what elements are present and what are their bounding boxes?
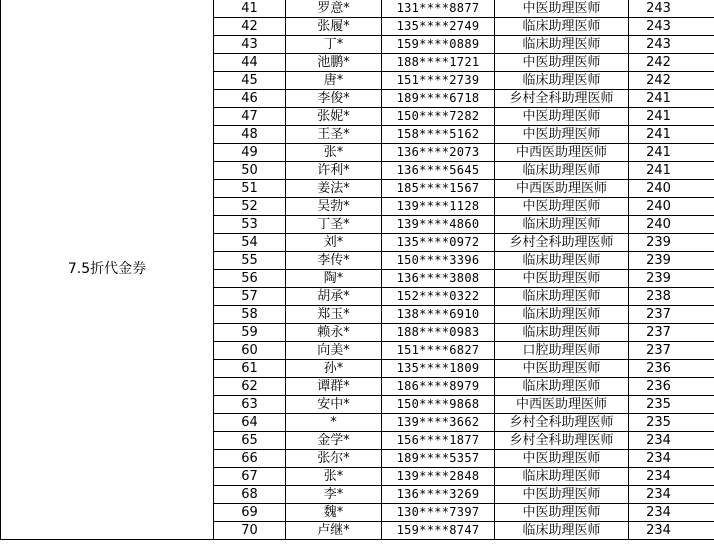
- rank-cell: 43: [214, 36, 286, 54]
- name-cell: 魏*: [286, 504, 382, 522]
- score-cell: 238: [629, 288, 714, 306]
- score-cell: 241: [629, 162, 714, 180]
- score-cell: 241: [629, 126, 714, 144]
- phone-cell: 186****8979: [382, 378, 495, 396]
- phone-cell: 189****6718: [382, 90, 495, 108]
- score-cell: 242: [629, 72, 714, 90]
- rank-cell: 54: [214, 234, 286, 252]
- phone-cell: 185****1567: [382, 180, 495, 198]
- name-cell: 张*: [286, 144, 382, 162]
- name-cell: 许利*: [286, 162, 382, 180]
- score-cell: 237: [629, 342, 714, 360]
- name-cell: 丁*: [286, 36, 382, 54]
- category-cell: 临床助理医师: [495, 522, 629, 540]
- phone-cell: 152****0322: [382, 288, 495, 306]
- rank-cell: 64: [214, 414, 286, 432]
- name-cell: 赖永*: [286, 324, 382, 342]
- category-cell: 临床助理医师: [495, 36, 629, 54]
- phone-cell: 139****2848: [382, 468, 495, 486]
- name-cell: 王圣*: [286, 126, 382, 144]
- phone-cell: 150****3396: [382, 252, 495, 270]
- score-cell: 241: [629, 144, 714, 162]
- name-cell: 金学*: [286, 432, 382, 450]
- phone-cell: 135****1809: [382, 360, 495, 378]
- score-cell: 234: [629, 504, 714, 522]
- score-cell: 235: [629, 414, 714, 432]
- name-cell: 郑玉*: [286, 306, 382, 324]
- category-cell: 中医助理医师: [495, 486, 629, 504]
- rank-cell: 57: [214, 288, 286, 306]
- rank-cell: 41: [214, 0, 286, 18]
- phone-cell: 138****6910: [382, 306, 495, 324]
- rank-cell: 59: [214, 324, 286, 342]
- phone-cell: 136****3269: [382, 486, 495, 504]
- category-cell: 中医助理医师: [495, 198, 629, 216]
- rank-cell: 42: [214, 18, 286, 36]
- name-cell: 刘*: [286, 234, 382, 252]
- score-cell: 234: [629, 450, 714, 468]
- name-cell: 张*: [286, 468, 382, 486]
- category-cell: 中医助理医师: [495, 108, 629, 126]
- phone-cell: 139****4860: [382, 216, 495, 234]
- phone-cell: 136****2073: [382, 144, 495, 162]
- category-cell: 中医助理医师: [495, 504, 629, 522]
- phone-cell: 188****0983: [382, 324, 495, 342]
- rank-cell: 49: [214, 144, 286, 162]
- name-cell: 张妮*: [286, 108, 382, 126]
- category-cell: 中医助理医师: [495, 126, 629, 144]
- category-cell: 中西医助理医师: [495, 144, 629, 162]
- category-cell: 乡村全科助理医师: [495, 234, 629, 252]
- score-cell: 240: [629, 216, 714, 234]
- category-cell: 乡村全科助理医师: [495, 90, 629, 108]
- score-cell: 237: [629, 324, 714, 342]
- category-cell: 临床助理医师: [495, 252, 629, 270]
- score-cell: 234: [629, 468, 714, 486]
- phone-cell: 156****1877: [382, 432, 495, 450]
- name-cell: 孙*: [286, 360, 382, 378]
- rank-cell: 55: [214, 252, 286, 270]
- rank-cell: 51: [214, 180, 286, 198]
- phone-cell: 151****6827: [382, 342, 495, 360]
- rank-cell: 56: [214, 270, 286, 288]
- score-cell: 240: [629, 180, 714, 198]
- rank-cell: 47: [214, 108, 286, 126]
- name-cell: 姜法*: [286, 180, 382, 198]
- rank-cell: 62: [214, 378, 286, 396]
- rank-cell: 52: [214, 198, 286, 216]
- score-cell: 240: [629, 198, 714, 216]
- category-cell: 乡村全科助理医师: [495, 414, 629, 432]
- phone-cell: 135****2749: [382, 18, 495, 36]
- category-cell: 乡村全科助理医师: [495, 432, 629, 450]
- name-cell: *: [286, 414, 382, 432]
- phone-cell: 150****9868: [382, 396, 495, 414]
- rank-cell: 61: [214, 360, 286, 378]
- rank-cell: 53: [214, 216, 286, 234]
- score-cell: 239: [629, 270, 714, 288]
- rank-cell: 46: [214, 90, 286, 108]
- rank-cell: 44: [214, 54, 286, 72]
- score-cell: 234: [629, 432, 714, 450]
- rank-cell: 68: [214, 486, 286, 504]
- score-cell: 234: [629, 522, 714, 540]
- results-table-body: [1, 0, 714, 540]
- name-cell: 张履*: [286, 18, 382, 36]
- name-cell: 卢继*: [286, 522, 382, 540]
- name-cell: 张尔*: [286, 450, 382, 468]
- rank-cell: 65: [214, 432, 286, 450]
- category-cell: 临床助理医师: [495, 324, 629, 342]
- rank-cell: 48: [214, 126, 286, 144]
- category-cell: 中医助理医师: [495, 450, 629, 468]
- category-cell: 临床助理医师: [495, 288, 629, 306]
- score-cell: 236: [629, 360, 714, 378]
- category-cell: 临床助理医师: [495, 306, 629, 324]
- category-cell: 临床助理医师: [495, 162, 629, 180]
- score-cell: 243: [629, 0, 714, 18]
- phone-cell: 136****3808: [382, 270, 495, 288]
- rank-cell: 60: [214, 342, 286, 360]
- phone-cell: 139****1128: [382, 198, 495, 216]
- name-cell: 池鹏*: [286, 54, 382, 72]
- phone-cell: 150****7282: [382, 108, 495, 126]
- category-cell: 中医助理医师: [495, 360, 629, 378]
- category-cell: 口腔助理医师: [495, 342, 629, 360]
- score-cell: 241: [629, 108, 714, 126]
- name-cell: 胡承*: [286, 288, 382, 306]
- name-cell: 罗意*: [286, 0, 382, 18]
- score-cell: 237: [629, 306, 714, 324]
- name-cell: 唐*: [286, 72, 382, 90]
- phone-cell: 139****3662: [382, 414, 495, 432]
- category-cell: 中西医助理医师: [495, 396, 629, 414]
- score-cell: 236: [629, 378, 714, 396]
- category-cell: 中医助理医师: [495, 0, 629, 18]
- category-cell: 临床助理医师: [495, 468, 629, 486]
- name-cell: 谭群*: [286, 378, 382, 396]
- rank-cell: 58: [214, 306, 286, 324]
- score-cell: 241: [629, 90, 714, 108]
- phone-cell: 158****5162: [382, 126, 495, 144]
- score-cell: 243: [629, 36, 714, 54]
- category-cell: 中医助理医师: [495, 54, 629, 72]
- table-row: [1, 0, 714, 18]
- category-cell: 临床助理医师: [495, 72, 629, 90]
- rank-cell: 50: [214, 162, 286, 180]
- category-cell: 中西医助理医师: [495, 180, 629, 198]
- score-cell: 243: [629, 18, 714, 36]
- name-cell: 丁圣*: [286, 216, 382, 234]
- phone-cell: 189****5357: [382, 450, 495, 468]
- name-cell: 李俊*: [286, 90, 382, 108]
- name-cell: 陶*: [286, 270, 382, 288]
- rank-cell: 63: [214, 396, 286, 414]
- category-cell: 中医助理医师: [495, 270, 629, 288]
- name-cell: 李*: [286, 486, 382, 504]
- score-cell: 239: [629, 234, 714, 252]
- phone-cell: 151****2739: [382, 72, 495, 90]
- rank-cell: 70: [214, 522, 286, 540]
- name-cell: 吴勃*: [286, 198, 382, 216]
- score-cell: 234: [629, 486, 714, 504]
- category-cell: 临床助理医师: [495, 216, 629, 234]
- name-cell: 向美*: [286, 342, 382, 360]
- rank-cell: 69: [214, 504, 286, 522]
- category-cell: 临床助理医师: [495, 18, 629, 36]
- rank-cell: 45: [214, 72, 286, 90]
- score-cell: 239: [629, 252, 714, 270]
- phone-cell: 135****0972: [382, 234, 495, 252]
- phone-cell: 188****1721: [382, 54, 495, 72]
- rank-cell: 67: [214, 468, 286, 486]
- phone-cell: 159****8747: [382, 522, 495, 540]
- category-cell: 临床助理医师: [495, 378, 629, 396]
- phone-cell: 130****7397: [382, 504, 495, 522]
- name-cell: 李传*: [286, 252, 382, 270]
- phone-cell: 136****5645: [382, 162, 495, 180]
- phone-cell: 159****0889: [382, 36, 495, 54]
- prize-label-cell: 7.5折代金券: [1, 0, 214, 540]
- phone-cell: 131****8877: [382, 0, 495, 18]
- score-cell: 235: [629, 396, 714, 414]
- score-cell: 242: [629, 54, 714, 72]
- rank-cell: 66: [214, 450, 286, 468]
- name-cell: 安中*: [286, 396, 382, 414]
